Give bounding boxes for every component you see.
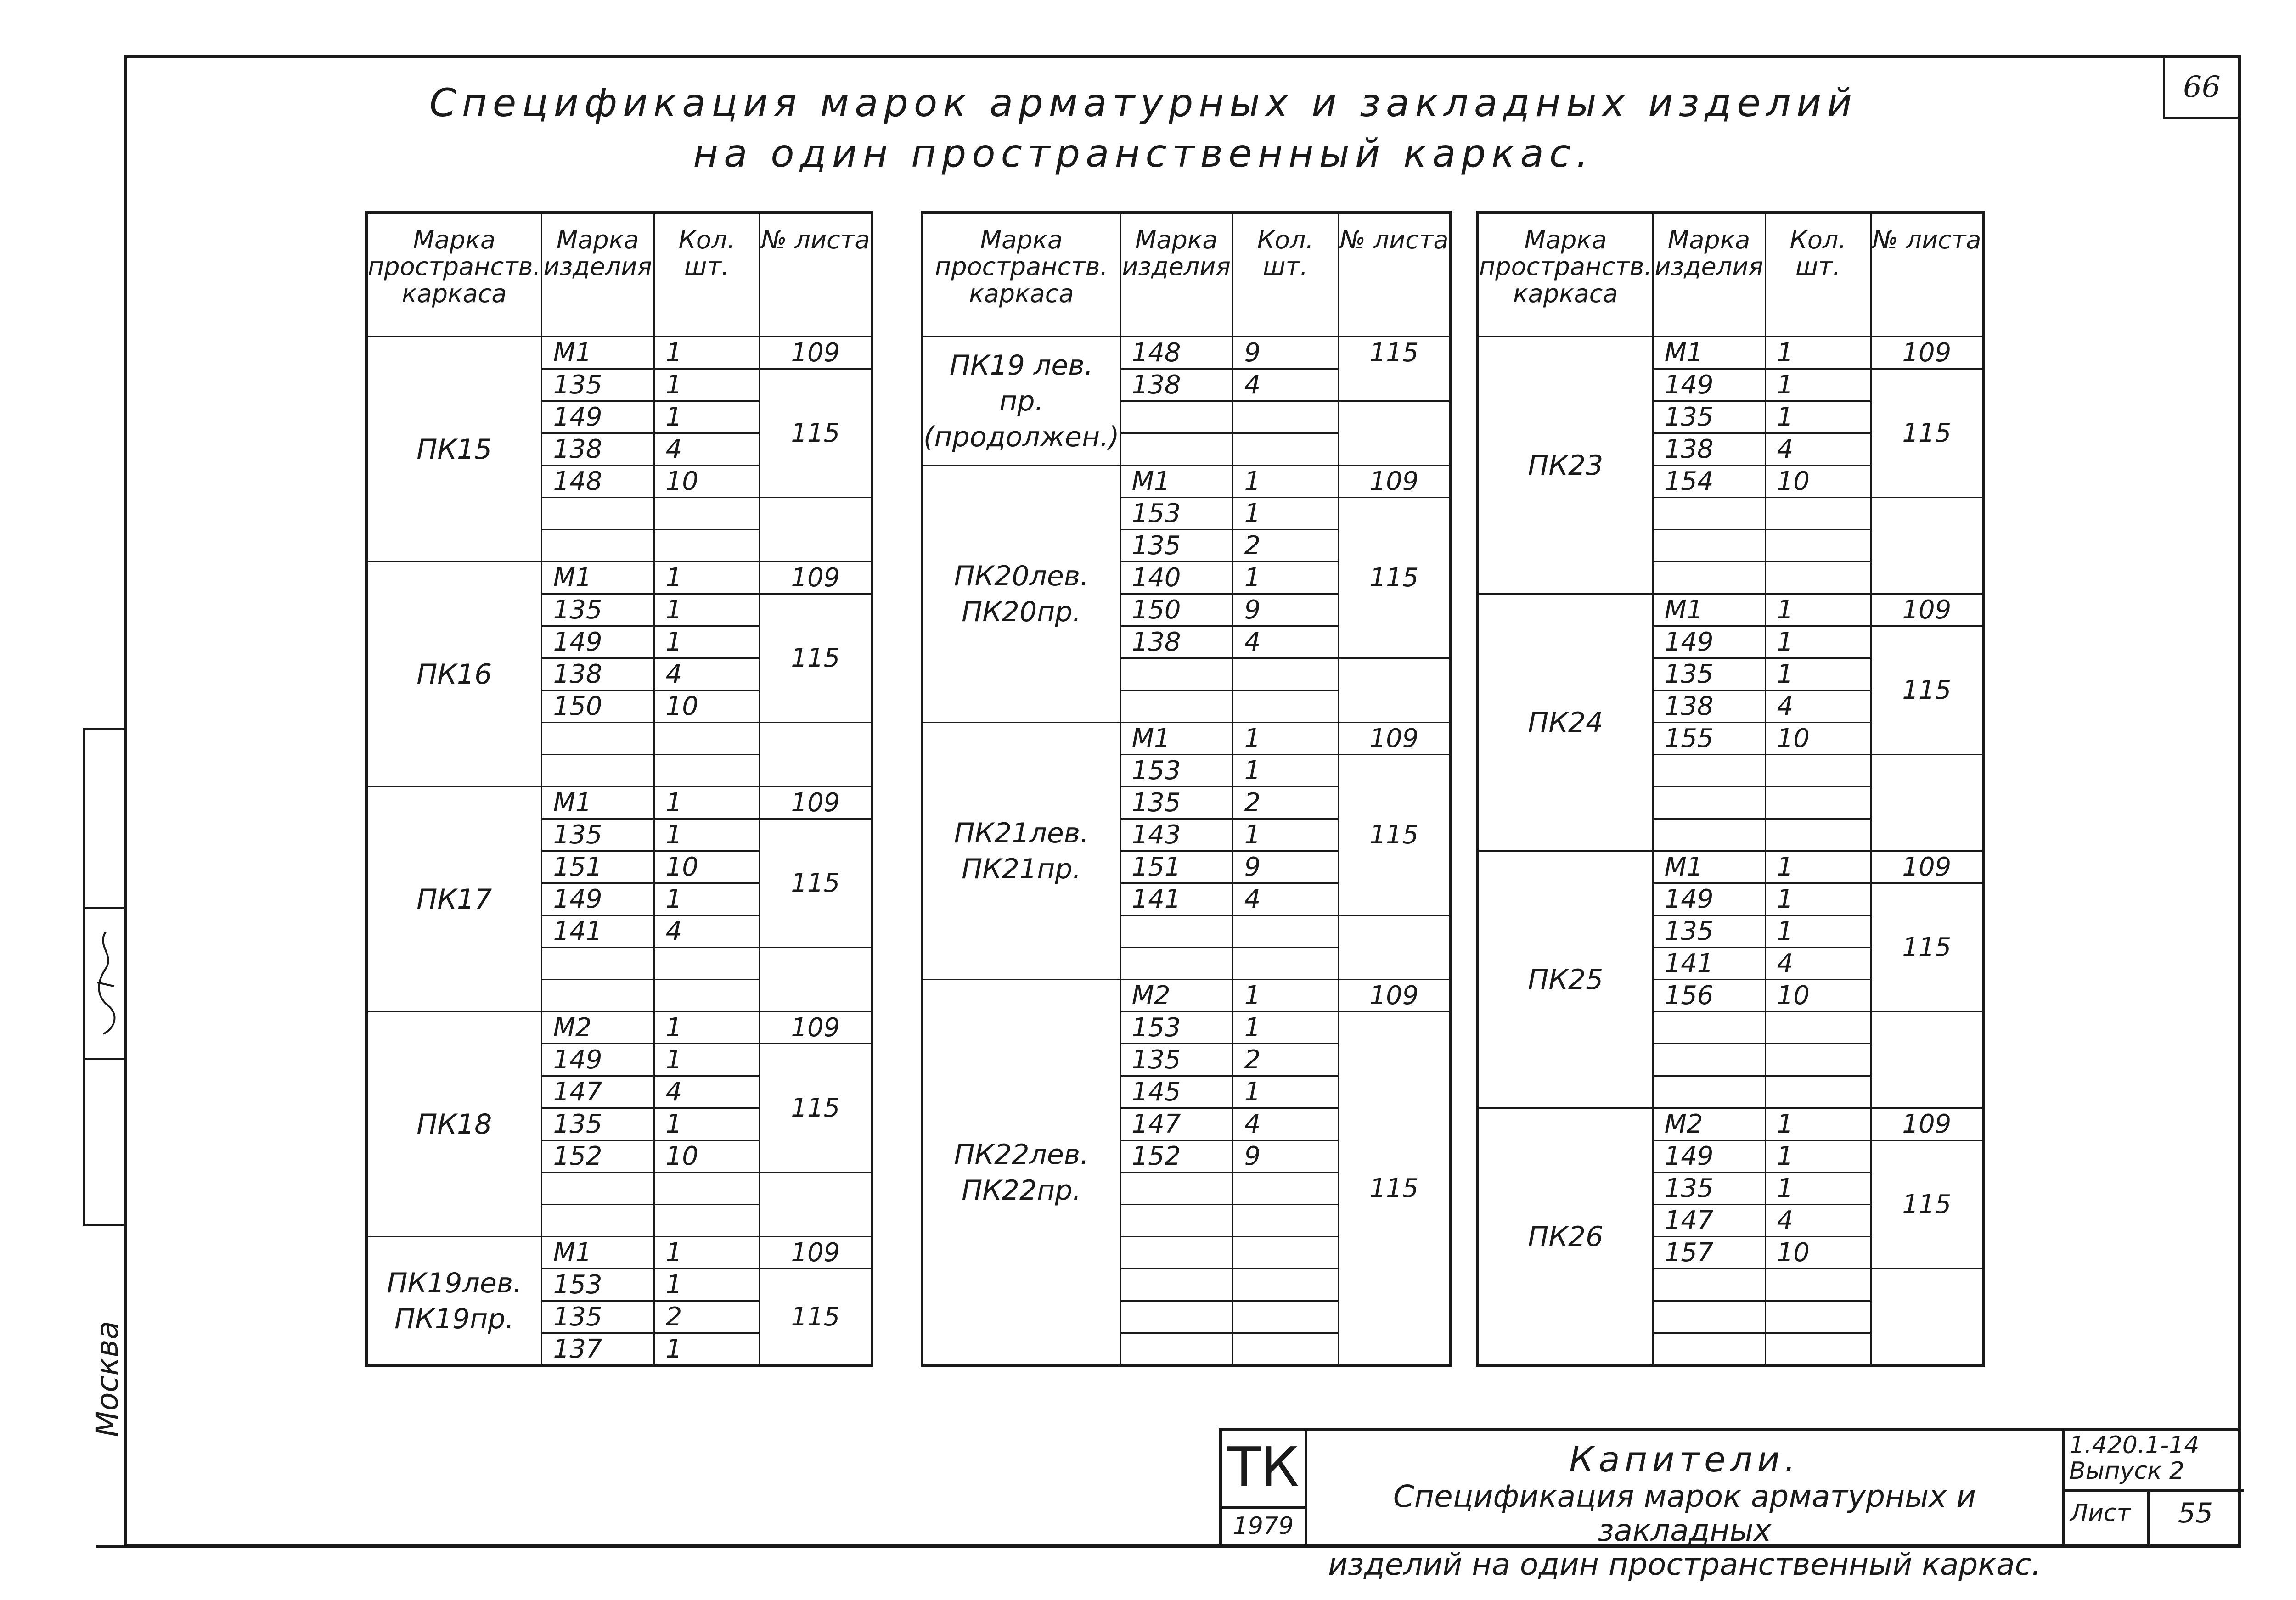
sheet-number: 55 — [2178, 1497, 2213, 1529]
quantity-cell — [1232, 1173, 1338, 1205]
sheet-number-cell — [760, 1173, 872, 1237]
title-line-1: Спецификация марок арматурных и закладных изделий — [429, 80, 1857, 125]
quantity-cell: 4 — [1765, 1205, 1871, 1237]
item-mark-cell: 137 — [541, 1333, 654, 1366]
quantity-cell: 9 — [1232, 594, 1338, 626]
quantity-cell: 1 — [1232, 819, 1338, 851]
sheet-number-cell: 115 — [760, 1044, 872, 1173]
quantity-cell: 1 — [1765, 337, 1871, 369]
quantity-cell — [654, 948, 760, 980]
year-label: 1979 — [1222, 1506, 1305, 1540]
quantity-cell — [1765, 1076, 1871, 1108]
quantity-cell: 1 — [654, 1108, 760, 1140]
item-mark-cell — [1120, 433, 1232, 466]
header-quantity: Кол. шт. — [1765, 213, 1871, 337]
quantity-cell: 1 — [1232, 1012, 1338, 1044]
header-item-mark: Марка изделия — [1120, 213, 1232, 337]
frame-mark-cell: ПК17 — [366, 787, 541, 1012]
quantity-cell: 1 — [654, 562, 760, 594]
item-mark-cell — [1653, 755, 1765, 787]
item-mark-cell: 147 — [1653, 1205, 1765, 1237]
header-row — [1478, 213, 1983, 337]
quantity-cell: 4 — [1232, 1108, 1338, 1140]
quantity-cell: 1 — [654, 1237, 760, 1269]
item-mark-cell: 135 — [1120, 530, 1232, 562]
quantity-cell: 2 — [1232, 1044, 1338, 1076]
item-mark-cell: М1 — [541, 787, 654, 819]
header-sheet-number: № листа — [1871, 213, 1983, 337]
quantity-cell: 2 — [1232, 530, 1338, 562]
item-mark-cell — [1120, 401, 1232, 433]
quantity-cell — [654, 530, 760, 562]
quantity-cell — [1232, 1301, 1338, 1333]
quantity-cell: 1 — [654, 1333, 760, 1366]
quantity-cell: 1 — [654, 787, 760, 819]
quantity-cell: 9 — [1232, 851, 1338, 883]
item-mark-cell: 154 — [1653, 466, 1765, 498]
item-mark-cell: 135 — [1653, 401, 1765, 433]
frame-mark-cell: ПК23 — [1478, 337, 1653, 594]
item-mark-cell: 149 — [1653, 1140, 1765, 1173]
quantity-cell: 1 — [1232, 755, 1338, 787]
quantity-cell: 1 — [654, 1269, 760, 1301]
table-row — [922, 980, 1451, 1012]
item-mark-cell: 138 — [541, 433, 654, 466]
quantity-cell — [1765, 1269, 1871, 1301]
item-mark-cell: 149 — [541, 883, 654, 915]
item-mark-cell: М1 — [541, 1237, 654, 1269]
item-mark-cell: 135 — [1653, 1173, 1765, 1205]
quantity-cell: 10 — [654, 851, 760, 883]
item-mark-cell — [1653, 787, 1765, 819]
quantity-cell — [1232, 401, 1338, 433]
sheet-number-cell — [1338, 401, 1451, 466]
sheet-title-line-1: Капители. — [1569, 1439, 1800, 1480]
item-mark-cell: 148 — [1120, 337, 1232, 369]
sheet-number-cell — [1338, 658, 1451, 723]
quantity-cell: 1 — [1232, 466, 1338, 498]
quantity-cell: 9 — [1232, 1140, 1338, 1173]
sheet-label: Лист — [2070, 1499, 2131, 1527]
item-mark-cell: 141 — [1120, 883, 1232, 915]
sheet-number-cell: 109 — [760, 1012, 872, 1044]
quantity-cell — [1765, 819, 1871, 851]
quantity-cell — [1765, 498, 1871, 530]
header-frame-mark: Марка пространств. каркаса — [366, 213, 541, 337]
quantity-cell: 10 — [1765, 1237, 1871, 1269]
quantity-cell: 4 — [1232, 369, 1338, 401]
item-mark-cell — [1120, 948, 1232, 980]
quantity-cell — [1232, 433, 1338, 466]
item-mark-cell: 135 — [541, 369, 654, 401]
item-mark-cell: 135 — [1120, 1044, 1232, 1076]
quantity-cell: 1 — [654, 1012, 760, 1044]
table-row — [922, 337, 1451, 369]
item-mark-cell: 152 — [1120, 1140, 1232, 1173]
series-number: 1.420.1-14 — [2069, 1432, 2200, 1459]
item-mark-cell: М1 — [541, 337, 654, 369]
quantity-cell: 1 — [1765, 883, 1871, 915]
item-mark-cell: М2 — [1120, 980, 1232, 1012]
sheet-number-cell: 115 — [760, 1269, 872, 1366]
quantity-cell: 1 — [1765, 626, 1871, 658]
quantity-cell — [1765, 1044, 1871, 1076]
strip-divider — [85, 907, 124, 909]
header-sheet-number: № листа — [1338, 213, 1451, 337]
title-block — [1219, 1428, 2241, 1582]
item-mark-cell: 140 — [1120, 562, 1232, 594]
sheet-number-cell: 115 — [1338, 337, 1451, 401]
item-mark-cell: 135 — [1653, 658, 1765, 691]
item-mark-cell — [1653, 1301, 1765, 1333]
item-mark-cell: 135 — [541, 819, 654, 851]
frame-mark-cell: ПК26 — [1478, 1108, 1653, 1366]
table-row — [922, 466, 1451, 498]
item-mark-cell — [1120, 691, 1232, 723]
quantity-cell — [1765, 1012, 1871, 1044]
sheet-number-cell: 115 — [760, 369, 872, 498]
item-mark-cell — [1653, 498, 1765, 530]
quantity-cell: 2 — [1232, 787, 1338, 819]
item-mark-cell — [1120, 1333, 1232, 1366]
item-mark-cell — [1653, 819, 1765, 851]
item-mark-cell — [1653, 562, 1765, 594]
sheet-number-cell: 109 — [1871, 851, 1983, 883]
item-mark-cell: 135 — [1653, 915, 1765, 948]
series-code — [2069, 1432, 2199, 1484]
header-quantity: Кол. шт. — [654, 213, 760, 337]
quantity-cell: 1 — [1232, 498, 1338, 530]
quantity-cell: 1 — [1232, 1076, 1338, 1108]
header-frame-mark: Марка пространств. каркаса — [1478, 213, 1653, 337]
spec-table-2 — [921, 211, 1452, 1367]
item-mark-cell: 138 — [1120, 369, 1232, 401]
table-row — [922, 723, 1451, 755]
item-mark-cell — [541, 755, 654, 787]
sheet-number-cell — [760, 948, 872, 1012]
quantity-cell: 4 — [654, 915, 760, 948]
quantity-cell: 1 — [1765, 1140, 1871, 1173]
quantity-cell — [1765, 530, 1871, 562]
sheet-title-line-2: Спецификация марок арматурных и закладных — [1393, 1479, 1976, 1548]
item-mark-cell: 148 — [541, 466, 654, 498]
sheet-number-cell: 109 — [760, 1237, 872, 1269]
item-mark-cell — [1120, 1173, 1232, 1205]
signature-scribble — [92, 927, 119, 1038]
quantity-cell — [1232, 915, 1338, 948]
item-mark-cell — [1120, 915, 1232, 948]
item-mark-cell: 149 — [1653, 883, 1765, 915]
sheet-number-cell: 109 — [760, 562, 872, 594]
table-row — [366, 1237, 872, 1269]
item-mark-cell: 150 — [541, 691, 654, 723]
item-mark-cell: 135 — [541, 594, 654, 626]
item-mark-cell: 135 — [541, 1301, 654, 1333]
item-mark-cell: М1 — [1120, 466, 1232, 498]
item-mark-cell — [541, 530, 654, 562]
quantity-cell: 1 — [1232, 980, 1338, 1012]
item-mark-cell — [1653, 1012, 1765, 1044]
table-row — [366, 787, 872, 819]
quantity-cell: 2 — [654, 1301, 760, 1333]
item-mark-cell: М2 — [541, 1012, 654, 1044]
quantity-cell: 1 — [654, 594, 760, 626]
header-sheet-number: № листа — [760, 213, 872, 337]
item-mark-cell — [1653, 530, 1765, 562]
quantity-cell: 1 — [654, 369, 760, 401]
quantity-cell: 1 — [1765, 594, 1871, 626]
approval-strip — [83, 728, 124, 1226]
item-mark-cell: 149 — [541, 626, 654, 658]
item-mark-cell: 138 — [1653, 433, 1765, 466]
item-mark-cell: М1 — [1653, 594, 1765, 626]
quantity-cell: 1 — [654, 883, 760, 915]
quantity-cell: 1 — [1765, 1173, 1871, 1205]
item-mark-cell: 150 — [1120, 594, 1232, 626]
item-mark-cell: М1 — [1653, 337, 1765, 369]
item-mark-cell — [541, 980, 654, 1012]
quantity-cell: 4 — [1232, 626, 1338, 658]
header-item-mark: Марка изделия — [541, 213, 654, 337]
sheet-number-cell: 115 — [1338, 1012, 1451, 1366]
sheet-number-cell: 109 — [1338, 723, 1451, 755]
header-row — [922, 213, 1451, 337]
item-mark-cell: 153 — [1120, 755, 1232, 787]
org-cell — [1222, 1431, 1307, 1547]
quantity-cell: 10 — [1765, 466, 1871, 498]
table-row — [1478, 594, 1983, 626]
sheet-number-cell: 109 — [1871, 1108, 1983, 1140]
frame-mark-cell: ПК25 — [1478, 851, 1653, 1108]
sheet-number-cell: 109 — [760, 787, 872, 819]
item-mark-cell: 153 — [1120, 1012, 1232, 1044]
item-mark-cell: 147 — [1120, 1108, 1232, 1140]
series-cell — [2062, 1431, 2244, 1547]
item-mark-cell — [541, 1205, 654, 1237]
header-quantity: Кол. шт. — [1232, 213, 1338, 337]
page-number: 66 — [2163, 55, 2241, 119]
quantity-cell — [1232, 1205, 1338, 1237]
item-mark-cell: 143 — [1120, 819, 1232, 851]
quantity-cell: 10 — [654, 1140, 760, 1173]
sheet-number-cell: 115 — [1871, 626, 1983, 755]
item-mark-cell — [1120, 1301, 1232, 1333]
item-mark-cell — [1653, 1269, 1765, 1301]
item-mark-cell: 149 — [1653, 626, 1765, 658]
quantity-cell: 1 — [1232, 723, 1338, 755]
quantity-cell — [1765, 562, 1871, 594]
header-item-mark: Марка изделия — [1653, 213, 1765, 337]
table-row — [1478, 851, 1983, 883]
quantity-cell: 10 — [1765, 980, 1871, 1012]
table-row — [1478, 1108, 1983, 1140]
quantity-cell: 4 — [1232, 883, 1338, 915]
item-mark-cell: М1 — [1120, 723, 1232, 755]
sheet-number-cell — [1871, 498, 1983, 594]
frame-mark-cell: ПК24 — [1478, 594, 1653, 851]
quantity-cell: 1 — [654, 626, 760, 658]
quantity-cell: 1 — [654, 1044, 760, 1076]
sheet-number-cell: 115 — [1871, 1140, 1983, 1269]
sheet-number-cell: 109 — [1338, 980, 1451, 1012]
quantity-cell — [1232, 948, 1338, 980]
sheet-title-line-3: изделий на один пространственный каркас. — [1328, 1547, 2041, 1582]
item-mark-cell: 151 — [541, 851, 654, 883]
item-mark-cell — [541, 948, 654, 980]
table-row — [366, 337, 872, 369]
item-mark-cell — [1120, 1269, 1232, 1301]
quantity-cell — [1232, 691, 1338, 723]
frame-mark-cell: ПК19 лев. пр. (продолжен.) — [922, 337, 1120, 466]
quantity-cell: 1 — [1765, 658, 1871, 691]
quantity-cell: 4 — [654, 433, 760, 466]
quantity-cell — [654, 980, 760, 1012]
sheet-number-cell: 109 — [1338, 466, 1451, 498]
table-row — [1478, 337, 1983, 369]
spec-table-3 — [1476, 211, 1985, 1367]
sheet-number-cell — [1871, 1269, 1983, 1366]
sheet-number-cell — [760, 723, 872, 787]
item-mark-cell: 138 — [1120, 626, 1232, 658]
item-mark-cell — [1653, 1333, 1765, 1366]
sheet-number-cell: 109 — [1871, 337, 1983, 369]
quantity-cell: 1 — [1765, 851, 1871, 883]
sheet-number-cell — [1871, 1012, 1983, 1108]
item-mark-cell: 135 — [541, 1108, 654, 1140]
quantity-cell: 1 — [654, 401, 760, 433]
header-frame-mark: Марка пространств. каркаса — [922, 213, 1120, 337]
quantity-cell: 9 — [1232, 337, 1338, 369]
item-mark-cell: 149 — [541, 1044, 654, 1076]
item-mark-cell: 157 — [1653, 1237, 1765, 1269]
item-mark-cell — [541, 498, 654, 530]
quantity-cell: 4 — [654, 1076, 760, 1108]
quantity-cell: 10 — [654, 691, 760, 723]
sheet-number-cell: 115 — [1871, 369, 1983, 498]
quantity-cell: 10 — [654, 466, 760, 498]
frame-mark-cell: ПК15 — [366, 337, 541, 562]
sheet-number-cell — [1871, 755, 1983, 851]
header-row — [366, 213, 872, 337]
quantity-cell: 1 — [1765, 915, 1871, 948]
frame-mark-cell: ПК21лев. ПК21пр. — [922, 723, 1120, 980]
quantity-cell: 10 — [1765, 723, 1871, 755]
item-mark-cell: 149 — [541, 401, 654, 433]
item-mark-cell: 153 — [541, 1269, 654, 1301]
item-mark-cell — [1120, 658, 1232, 691]
item-mark-cell: 141 — [541, 915, 654, 948]
quantity-cell — [654, 723, 760, 755]
quantity-cell — [654, 1205, 760, 1237]
quantity-cell — [654, 1173, 760, 1205]
quantity-cell — [1232, 658, 1338, 691]
item-mark-cell: 149 — [1653, 369, 1765, 401]
quantity-cell: 4 — [1765, 691, 1871, 723]
sheet-number-cell: 115 — [1338, 498, 1451, 658]
quantity-cell — [1765, 1333, 1871, 1366]
quantity-cell: 1 — [654, 819, 760, 851]
sheet-number-cell: 109 — [760, 337, 872, 369]
frame-mark-cell: ПК18 — [366, 1012, 541, 1237]
item-mark-cell — [1120, 1205, 1232, 1237]
item-mark-cell — [1653, 1044, 1765, 1076]
item-mark-cell: 152 — [541, 1140, 654, 1173]
item-mark-cell — [1653, 1076, 1765, 1108]
sheet-number-cell: 115 — [760, 594, 872, 723]
spec-table-1 — [365, 211, 873, 1367]
quantity-cell: 1 — [1765, 1108, 1871, 1140]
org-logo: ТК — [1227, 1435, 1299, 1499]
table-row — [366, 1012, 872, 1044]
quantity-cell — [1232, 1237, 1338, 1269]
title-line-2: на один пространственный каркас. — [693, 131, 1594, 176]
cell-divider — [2065, 1489, 2244, 1492]
item-mark-cell: 151 — [1120, 851, 1232, 883]
quantity-cell — [1765, 787, 1871, 819]
sheet-number-cell — [1338, 915, 1451, 980]
item-mark-cell: М2 — [1653, 1108, 1765, 1140]
quantity-cell — [654, 498, 760, 530]
quantity-cell — [1765, 1301, 1871, 1333]
item-mark-cell: 145 — [1120, 1076, 1232, 1108]
sheet-number-cell: 115 — [760, 819, 872, 948]
item-mark-cell — [1120, 1237, 1232, 1269]
sheet-number-cell: 109 — [1871, 594, 1983, 626]
item-mark-cell: 141 — [1653, 948, 1765, 980]
item-mark-cell — [541, 1173, 654, 1205]
frame-mark-cell: ПК16 — [366, 562, 541, 787]
sheet-number-cell: 115 — [1338, 755, 1451, 915]
item-mark-cell: 155 — [1653, 723, 1765, 755]
item-mark-cell: 147 — [541, 1076, 654, 1108]
sheet-number-cell: 115 — [1871, 883, 1983, 1012]
frame-mark-cell: ПК22лев. ПК22пр. — [922, 980, 1120, 1366]
frame-mark-cell: ПК19лев. ПК19пр. — [366, 1237, 541, 1366]
item-mark-cell: 138 — [1653, 691, 1765, 723]
sheet-title — [1307, 1431, 2062, 1582]
quantity-cell: 1 — [1232, 562, 1338, 594]
item-mark-cell: 138 — [541, 658, 654, 691]
table-row — [366, 562, 872, 594]
quantity-cell — [1232, 1333, 1338, 1366]
quantity-cell: 1 — [654, 337, 760, 369]
city-label: Москва — [90, 1321, 125, 1437]
item-mark-cell: 135 — [1120, 787, 1232, 819]
quantity-cell — [654, 755, 760, 787]
item-mark-cell: 153 — [1120, 498, 1232, 530]
sheet-number-cell — [760, 498, 872, 562]
quantity-cell: 1 — [1765, 369, 1871, 401]
issue-label: Выпуск 2 — [2069, 1457, 2185, 1485]
item-mark-cell — [541, 723, 654, 755]
strip-divider — [85, 1058, 124, 1060]
quantity-cell: 4 — [1765, 948, 1871, 980]
quantity-cell — [1232, 1269, 1338, 1301]
frame-mark-cell: ПК20лев. ПК20пр. — [922, 466, 1120, 723]
item-mark-cell: М1 — [541, 562, 654, 594]
quantity-cell: 4 — [1765, 433, 1871, 466]
quantity-cell: 1 — [1765, 401, 1871, 433]
item-mark-cell: М1 — [1653, 851, 1765, 883]
item-mark-cell: 156 — [1653, 980, 1765, 1012]
quantity-cell — [1765, 755, 1871, 787]
quantity-cell: 4 — [654, 658, 760, 691]
